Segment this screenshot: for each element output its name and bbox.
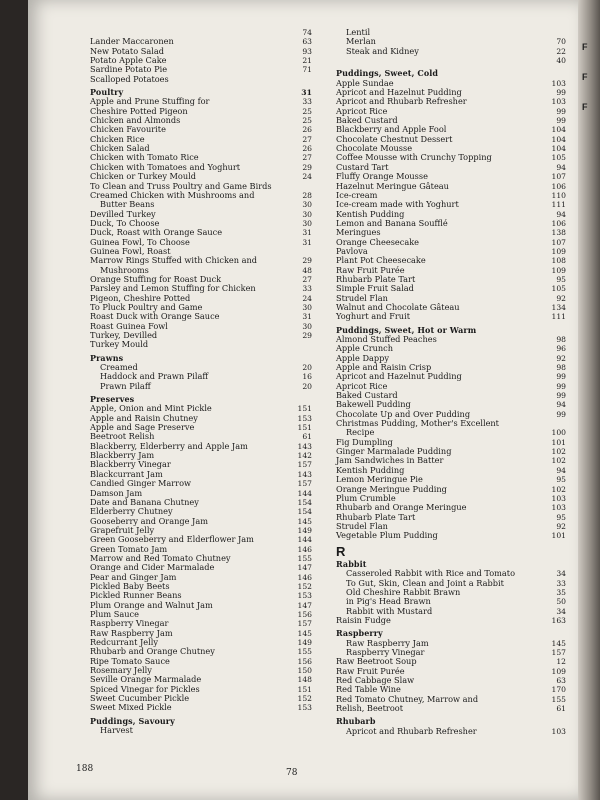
index-entry-title: Red Cabbage Slaw xyxy=(336,675,415,686)
index-entry-page: 170 xyxy=(551,685,566,695)
index-entry-page: 134 xyxy=(551,302,566,312)
index-entry-title: Devilled Turkey xyxy=(90,208,156,219)
index-entry-title: Relish, Beetroot xyxy=(336,703,403,714)
index-entry-page: 35 xyxy=(556,587,566,597)
index-entry-page: 104 xyxy=(551,144,566,154)
index-entry-title: Raw Fruit Purée xyxy=(336,665,405,676)
index-entry-title: Preserves xyxy=(90,394,135,405)
index-entry-page: 100 xyxy=(551,428,566,438)
index-entry-title: Green Gooseberry and Elderflower Jam xyxy=(90,534,254,545)
index-entry-title: Raw Raspberry Jam xyxy=(90,627,173,638)
edge-letter: F xyxy=(582,72,588,82)
index-entry-title: Apple and Prune Stuffing for xyxy=(90,96,210,107)
page-number: 188 xyxy=(76,764,94,774)
index-entry-page: 156 xyxy=(297,609,312,619)
index-entry-title: Raisin Fudge xyxy=(336,614,391,625)
index-entry-title: Apricot and Hazelnut Pudding xyxy=(336,371,462,382)
index-entry-page: 103 xyxy=(551,503,566,513)
index-entry-page: 92 xyxy=(556,521,566,531)
index-entry-title: Roast Guinea Fowl xyxy=(90,320,168,331)
index-entry-page: 109 xyxy=(551,666,566,676)
index-entry-title: Jam Sandwiches in Batter xyxy=(336,455,444,466)
index-entry-title: Rhubarb and Orange Chutney xyxy=(90,646,215,657)
index-entry-title: Chicken and Almonds xyxy=(90,115,181,126)
index-entry-page: 143 xyxy=(297,469,312,479)
index-entry-page: 102 xyxy=(551,484,566,494)
index-entry-title: Strudel Flan xyxy=(336,292,388,303)
index-entry-page: 111 xyxy=(551,200,566,210)
index-letter-heading: R xyxy=(336,543,346,559)
index-entry-title: Plum Sauce xyxy=(90,608,139,619)
index-entry-title: Chicken with Tomato Rice xyxy=(90,152,199,163)
index-entry-title: Creamed xyxy=(100,362,138,373)
index-entry-title: Baked Custard xyxy=(336,115,398,126)
index-entry-title: Seville Orange Marmalade xyxy=(90,674,202,685)
index-entry xyxy=(90,703,360,712)
index-entry-page: 30 xyxy=(302,218,312,228)
index-entry-title: Roast Duck with Orange Sauce xyxy=(90,311,220,322)
index-entry-page: 144 xyxy=(297,488,312,498)
index-entry-page: 111 xyxy=(551,312,566,322)
index-entry-page: 157 xyxy=(551,648,566,657)
index-entry-page: 107 xyxy=(551,172,566,182)
index-entry-title: Duck, Roast with Orange Sauce xyxy=(90,227,223,238)
edge-letter: F xyxy=(582,42,588,52)
index-entry-title: Apple, Onion and Mint Pickle xyxy=(90,403,212,414)
index-entry-page: 20 xyxy=(302,381,312,391)
index-entry-page: 105 xyxy=(551,153,566,163)
index-entry-title: Cheshire Potted Pigeon xyxy=(90,105,188,116)
index-entry-title: Haddock and Prawn Pilaff xyxy=(100,371,209,382)
index-entry-title: Marrow and Red Tomato Chutney xyxy=(90,552,231,563)
index-entry-page: 107 xyxy=(551,237,566,247)
index-entry-page: 155 xyxy=(297,647,312,657)
index-entry-page: 153 xyxy=(297,703,312,713)
index-entry-title: Parsley and Lemon Stuffing for Chicken xyxy=(90,283,256,294)
index-entry-page: 26 xyxy=(302,125,312,135)
index-entry-title: Spiced Vinegar for Pickles xyxy=(90,683,200,694)
index-entry-title: Turkey Mould xyxy=(90,339,149,350)
index-entry-page: 12 xyxy=(556,657,566,667)
index-entry-page: 33 xyxy=(302,284,312,294)
index-entry-title: Yoghurt and Fruit xyxy=(336,311,410,322)
index-entry-title: Apple Crunch xyxy=(336,343,394,354)
index-entry-page: 30 xyxy=(302,209,312,219)
index-entry-title: Duck, To Choose xyxy=(90,217,160,228)
index-entry xyxy=(336,312,566,321)
index-entry-title: Steak and Kidney xyxy=(346,45,419,56)
index-entry-page: 40 xyxy=(556,56,566,66)
index-entry-page: 31 xyxy=(302,237,312,247)
index-entry-title: Casseroled Rabbit with Rice and Tomato xyxy=(346,568,515,579)
index-entry-title: Chocolate Mousse xyxy=(336,143,413,154)
index-entry-title: Raw Fruit Purée xyxy=(336,264,405,275)
index-entry xyxy=(336,727,566,736)
index-entry-page: 30 xyxy=(302,200,312,210)
index-entry-page: 102 xyxy=(551,456,566,466)
index-entry-page: 48 xyxy=(302,265,312,275)
index-entry-title: Redcurrant Jelly xyxy=(90,637,158,647)
index-entry-page: 108 xyxy=(551,256,566,266)
index-entry-title: Orange and Cider Marmalade xyxy=(90,562,215,573)
index-entry-title: New Potato Salad xyxy=(90,45,164,56)
index-entry-title: Guinea Fowl, Roast xyxy=(90,245,171,256)
index-entry-page: 99 xyxy=(556,409,566,419)
index-entry-title: Pear and Ginger Jam xyxy=(90,571,177,582)
index-entry-title: Turkey, Devilled xyxy=(90,330,158,340)
index-entry-page: 71 xyxy=(302,65,312,75)
index-entry-page: 99 xyxy=(556,381,566,391)
index-entry-title: Apple Dappy xyxy=(336,352,390,363)
index-entry xyxy=(336,47,566,56)
index-entry-title: Rabbit with Mustard xyxy=(346,605,433,616)
index-entry-page: 24 xyxy=(302,172,312,182)
index-entry-page: 144 xyxy=(297,535,312,545)
index-entry-page: 138 xyxy=(551,228,566,238)
index-entry-title: Raw Raspberry Jam xyxy=(346,637,429,648)
index-entry-title: Ice-cream made with Yoghurt xyxy=(336,199,459,210)
index-entry-page: 146 xyxy=(297,544,312,554)
index-entry-title: Marrow Rings Stuffed with Chicken and xyxy=(90,255,258,266)
index-entry-title: Lentil xyxy=(346,27,371,37)
index-entry-title: Baked Custard xyxy=(336,390,398,401)
index-entry-page: 106 xyxy=(551,218,566,228)
index-entry-page: 150 xyxy=(297,666,312,676)
index-entry-title: Custard Tart xyxy=(336,161,389,172)
index-entry-page: 63 xyxy=(302,37,312,47)
index-entry-title xyxy=(336,56,530,65)
index-entry-page: 156 xyxy=(297,656,312,666)
index-entry-page: 98 xyxy=(556,335,566,344)
index-entry-title: Chicken or Turkey Mould xyxy=(90,171,196,182)
index-entry-page: 147 xyxy=(297,600,312,610)
index-entry-title: Fig Dumpling xyxy=(336,436,393,447)
index-entry-page: 157 xyxy=(297,460,312,470)
index-entry-title: Orange Cheesecake xyxy=(336,236,420,247)
index-entry-page: 102 xyxy=(551,447,566,457)
index-entry-page: 27 xyxy=(302,134,312,144)
index-entry-title: Plum Crumble xyxy=(336,492,396,503)
index-entry-title: Sardine Potato Pie xyxy=(90,64,168,75)
index-entry-title: Pickled Runner Beans xyxy=(90,590,182,601)
index-entry-page: 151 xyxy=(297,404,312,414)
index-entry-page: 96 xyxy=(556,344,566,354)
index-entry-title: Chicken Favourite xyxy=(90,124,166,135)
index-entry-title: Raspberry Vinegar xyxy=(346,647,425,657)
index-entry-title: Chocolate Chestnut Dessert xyxy=(336,133,453,144)
index-entry-title: Walnut and Chocolate Gâteau xyxy=(336,301,460,312)
index-entry-page: 148 xyxy=(297,675,312,685)
index-entry-title: Red Tomato Chutney, Marrow and xyxy=(336,693,479,704)
index-entry-title: Gooseberry and Orange Jam xyxy=(90,515,208,526)
index-entry-title: Sweet Cucumber Pickle xyxy=(90,693,190,704)
index-entry-title: Ripe Tomato Sauce xyxy=(90,655,170,666)
index-entry-title: Pavlova xyxy=(336,245,368,256)
index-entry-page: 149 xyxy=(297,525,312,535)
index-entry xyxy=(90,75,360,84)
index-entry-page: 27 xyxy=(302,153,312,163)
index-entry-title: Apricot and Rhubarb Refresher xyxy=(336,96,467,107)
index-entry-title: Blackberry Jam xyxy=(90,450,155,461)
index-entry-page: 31 xyxy=(301,88,312,98)
index-entry-title: in Pig's Head Brawn xyxy=(346,596,431,607)
index-entry-page: 61 xyxy=(556,704,566,714)
index-entry-page: 92 xyxy=(556,353,566,363)
index-entry-page: 29 xyxy=(302,256,312,266)
index-entry-title: Prawns xyxy=(90,352,124,363)
index-entry-page: 155 xyxy=(551,694,566,704)
index-entry-page: 33 xyxy=(556,578,566,588)
index-entry-title: Hazelnut Meringue Gâteau xyxy=(336,180,449,191)
index-entry-title: Strudel Flan xyxy=(336,520,388,531)
index-entry-page: 105 xyxy=(551,284,566,294)
index-entry-title: Apricot Rice xyxy=(336,380,388,391)
index-entry-title: Raw Beetroot Soup xyxy=(336,656,417,667)
index-entry-title: Chicken Rice xyxy=(90,133,145,144)
index-entry-page: 16 xyxy=(302,372,312,382)
index-entry-page: 152 xyxy=(297,581,312,591)
index-entry xyxy=(336,56,566,65)
index-entry-title: Rhubarb xyxy=(336,716,376,727)
index-entry-title: Green Tomato Jam xyxy=(90,543,168,554)
index-entry-title: Elderberry Chutney xyxy=(90,506,173,517)
index-entry-page: 99 xyxy=(556,116,566,126)
index-entry-title: Guinea Fowl, To Choose xyxy=(90,236,190,247)
index-entry-title: Fluffy Orange Mousse xyxy=(336,171,428,182)
index-entry-page: 95 xyxy=(556,274,566,284)
index-entry xyxy=(336,616,566,625)
index-entry-page: 27 xyxy=(302,274,312,284)
index-entry xyxy=(336,704,566,713)
index-entry-title: Scalloped Potatoes xyxy=(90,73,169,84)
index-entry-page: 153 xyxy=(297,591,312,601)
index-entry xyxy=(336,531,566,540)
index-entry-page: 29 xyxy=(302,162,312,172)
index-entry-title: To Pluck Poultry and Game xyxy=(90,301,203,312)
index-entry-page: 109 xyxy=(551,246,566,256)
index-entry xyxy=(90,726,360,735)
index-entry-page: 92 xyxy=(556,293,566,303)
index-entry-page: 143 xyxy=(297,441,312,451)
index-entry-page: 101 xyxy=(551,531,566,541)
index-entry-title: Butter Beans xyxy=(100,199,155,210)
index-entry-page: 99 xyxy=(556,391,566,401)
index-entry-page: 145 xyxy=(551,638,566,648)
index-entry-title: Chicken Salad xyxy=(90,143,150,154)
index-entry-page: 31 xyxy=(302,312,312,322)
index-entry-page: 155 xyxy=(297,553,312,563)
index-entry-title: Rosemary Jelly xyxy=(90,665,152,676)
index-entry-page: 101 xyxy=(551,437,566,447)
index-entry-title: Chocolate Up and Over Pudding xyxy=(336,408,471,419)
index-entry-title: Orange Stuffing for Roast Duck xyxy=(90,273,222,284)
index-entry-title: Beetroot Relish xyxy=(90,431,155,442)
index-entry-page: 145 xyxy=(297,516,312,526)
index-entry-page: 93 xyxy=(302,46,312,56)
next-page-edge xyxy=(578,0,600,800)
index-entry-title: Blackberry Vinegar xyxy=(90,459,171,470)
index-entry-title: Date and Banana Chutney xyxy=(90,496,199,507)
index-entry-title: Bakewell Pudding xyxy=(336,399,411,410)
index-entry-page: 61 xyxy=(302,432,312,442)
index-entry-page: 154 xyxy=(297,497,312,507)
index-entry-page: 33 xyxy=(302,97,312,107)
index-entry-page: 70 xyxy=(556,37,566,47)
index-entry-title: Blackberry and Apple Fool xyxy=(336,124,447,135)
index-entry-page: 22 xyxy=(556,46,566,56)
index-entry-title: Raspberry Vinegar xyxy=(90,618,169,629)
index-entry-page: 26 xyxy=(302,144,312,154)
index-entry-page: 34 xyxy=(556,569,566,579)
index-entry-title: Chicken with Tomatoes and Yoghurt xyxy=(90,161,241,172)
index-entry-title: Damson Jam xyxy=(90,487,143,498)
index-entry-page: 34 xyxy=(556,606,566,616)
index-entry-page: 25 xyxy=(302,106,312,116)
index-entry-page: 142 xyxy=(297,451,312,461)
index-entry-page: 103 xyxy=(551,97,566,107)
index-entry-page: 110 xyxy=(551,190,566,200)
index-entry-title: Puddings, Savoury xyxy=(90,715,175,726)
index-entry-page: 30 xyxy=(302,302,312,312)
index-entry-title: Blackcurrant Jam xyxy=(90,468,163,479)
index-entry-title: Christmas Pudding, Mother's Excellent xyxy=(336,418,499,429)
index-entry-page: 147 xyxy=(297,563,312,573)
index-entry-page: 154 xyxy=(297,507,312,517)
index-entry xyxy=(336,238,566,247)
index-entry-title: Plant Pot Cheesecake xyxy=(336,255,426,266)
index-entry-page: 94 xyxy=(556,465,566,475)
index-entry-page: 145 xyxy=(297,628,312,638)
index-entry-title: Apple and Raisin Chutney xyxy=(90,412,198,423)
index-entry-title: Apricot and Hazelnut Pudding xyxy=(336,87,462,98)
index-entry-page: 104 xyxy=(551,125,566,135)
index-entry-page: 149 xyxy=(297,638,312,647)
index-entry-title: Poultry xyxy=(90,87,124,98)
index-entry-page: 151 xyxy=(297,423,312,433)
index-column-left xyxy=(90,28,360,735)
index-entry-page: 99 xyxy=(556,106,566,116)
index-entry-title: To Gut, Skin, Clean and Joint a Rabbit xyxy=(346,577,504,588)
index-entry-title: Simple Fruit Salad xyxy=(336,283,414,294)
index-entry-title: Sweet Mixed Pickle xyxy=(90,702,172,713)
index-entry-page: 163 xyxy=(551,615,566,625)
index-entry-title: Harvest xyxy=(100,725,133,736)
edge-letter: F xyxy=(582,102,588,112)
index-entry-title: Meringues xyxy=(336,227,381,238)
index-entry-page: 94 xyxy=(556,209,566,219)
index-entry-title: Rhubarb and Orange Meringue xyxy=(336,502,467,513)
index-entry-title: Lander Maccaronen xyxy=(90,36,174,47)
index-entry xyxy=(90,382,360,391)
index-entry-page: 109 xyxy=(551,265,566,275)
index-entry-title: Apple and Raisin Crisp xyxy=(336,362,432,373)
index-entry-title: Red Table Wine xyxy=(336,684,401,695)
index-entry-page: 153 xyxy=(297,413,312,423)
index-entry-page: 94 xyxy=(556,400,566,410)
index-entry-title: Potato Apple Cake xyxy=(90,55,167,66)
index-entry-title: Mushrooms xyxy=(100,264,149,275)
index-entry-page: 30 xyxy=(302,321,312,331)
index-entry-page: 104 xyxy=(551,134,566,144)
index-entry-title: Pickled Baby Beets xyxy=(90,580,170,591)
index-entry-title: Vegetable Plum Pudding xyxy=(336,530,438,541)
index-entry-title: Apricot and Rhubarb Refresher xyxy=(346,725,477,736)
index-entry xyxy=(90,340,360,349)
index-entry-title: Orange Meringue Pudding xyxy=(336,483,447,494)
index-entry-page: 74 xyxy=(302,28,312,37)
index-entry-title: Almond Stuffed Peaches xyxy=(336,334,437,344)
index-entry-page: 157 xyxy=(297,619,312,629)
index-entry-title: Apricot Rice xyxy=(336,105,388,116)
index-entry-title: To Clean and Truss Poultry and Game Birds xyxy=(90,180,272,191)
index-entry-page: 99 xyxy=(556,372,566,382)
index-entry-title: Kentish Pudding xyxy=(336,208,405,219)
index-entry-page: 50 xyxy=(556,597,566,607)
index-entry-page: 29 xyxy=(302,331,312,340)
index-entry-title: Coffee Mousse with Crunchy Topping xyxy=(336,152,492,163)
index-entry-page: 103 xyxy=(551,493,566,503)
index-entry-page: 151 xyxy=(297,684,312,694)
index-entry-title: Merlan xyxy=(346,36,376,47)
index-entry-title: Old Cheshire Rabbit Brawn xyxy=(346,586,461,597)
index-entry-title: Rhubarb Plate Tart xyxy=(336,511,416,522)
index-entry-title: Lemon and Banana Soufflé xyxy=(336,217,448,228)
index-entry-page: 94 xyxy=(556,162,566,172)
index-entry-title: Raspberry xyxy=(336,628,383,639)
index-entry-title: Ginger Marmalade Pudding xyxy=(336,446,452,457)
index-entry-page: 106 xyxy=(551,181,566,191)
index-entry-page: 146 xyxy=(297,572,312,582)
index-entry-title: Rhubarb Plate Tart xyxy=(336,273,416,284)
index-entry-page: 63 xyxy=(556,676,566,686)
index-entry-title: Ice-cream xyxy=(336,189,378,200)
index-entry-title: Blackberry, Elderberry and Apple Jam xyxy=(90,440,248,451)
index-entry-title: Pigeon, Cheshire Potted xyxy=(90,292,191,303)
index-entry-title: Lemon Meringue Pie xyxy=(336,474,423,485)
index-entry-page: 95 xyxy=(556,475,566,485)
index-entry-title: Apple and Sage Preserve xyxy=(90,422,195,433)
index-entry-page: 99 xyxy=(556,88,566,98)
index-entry-page: 20 xyxy=(302,363,312,373)
index-entry-title: Grapefruit Jelly xyxy=(90,524,155,535)
index-entry-title: Plum Orange and Walnut Jam xyxy=(90,599,213,610)
page-footer-number: 78 xyxy=(286,768,298,778)
index-entry-title: Rabbit xyxy=(336,558,367,569)
index-entry-page: 21 xyxy=(302,56,312,66)
index-entry-title: Apple Sundae xyxy=(336,77,394,88)
index-entry-page: 28 xyxy=(302,190,312,200)
index-entry-page: 152 xyxy=(297,694,312,704)
index-entry-page: 31 xyxy=(302,228,312,238)
index-column-right xyxy=(336,28,566,736)
index-entry-title: Creamed Chicken with Mushrooms and xyxy=(90,189,255,200)
index-entry-page: 103 xyxy=(551,78,566,88)
index-entry-title: Candied Ginger Marrow xyxy=(90,478,192,489)
index-entry-title: Kentish Pudding xyxy=(336,464,405,475)
index-entry-title: Puddings, Sweet, Hot or Warm xyxy=(336,324,477,335)
index-entry-title: Prawn Pilaff xyxy=(100,380,151,391)
index-entry-page: 103 xyxy=(551,726,566,736)
index-entry-title: Puddings, Sweet, Cold xyxy=(336,68,439,79)
index-entry-page: 95 xyxy=(556,512,566,522)
index-entry-page: 98 xyxy=(556,363,566,373)
index-entry-title: Recipe xyxy=(346,427,375,438)
index-page xyxy=(28,0,578,800)
index-entry-page: 24 xyxy=(302,293,312,303)
index-entry-page: 25 xyxy=(302,116,312,126)
index-entry-page: 157 xyxy=(297,479,312,489)
